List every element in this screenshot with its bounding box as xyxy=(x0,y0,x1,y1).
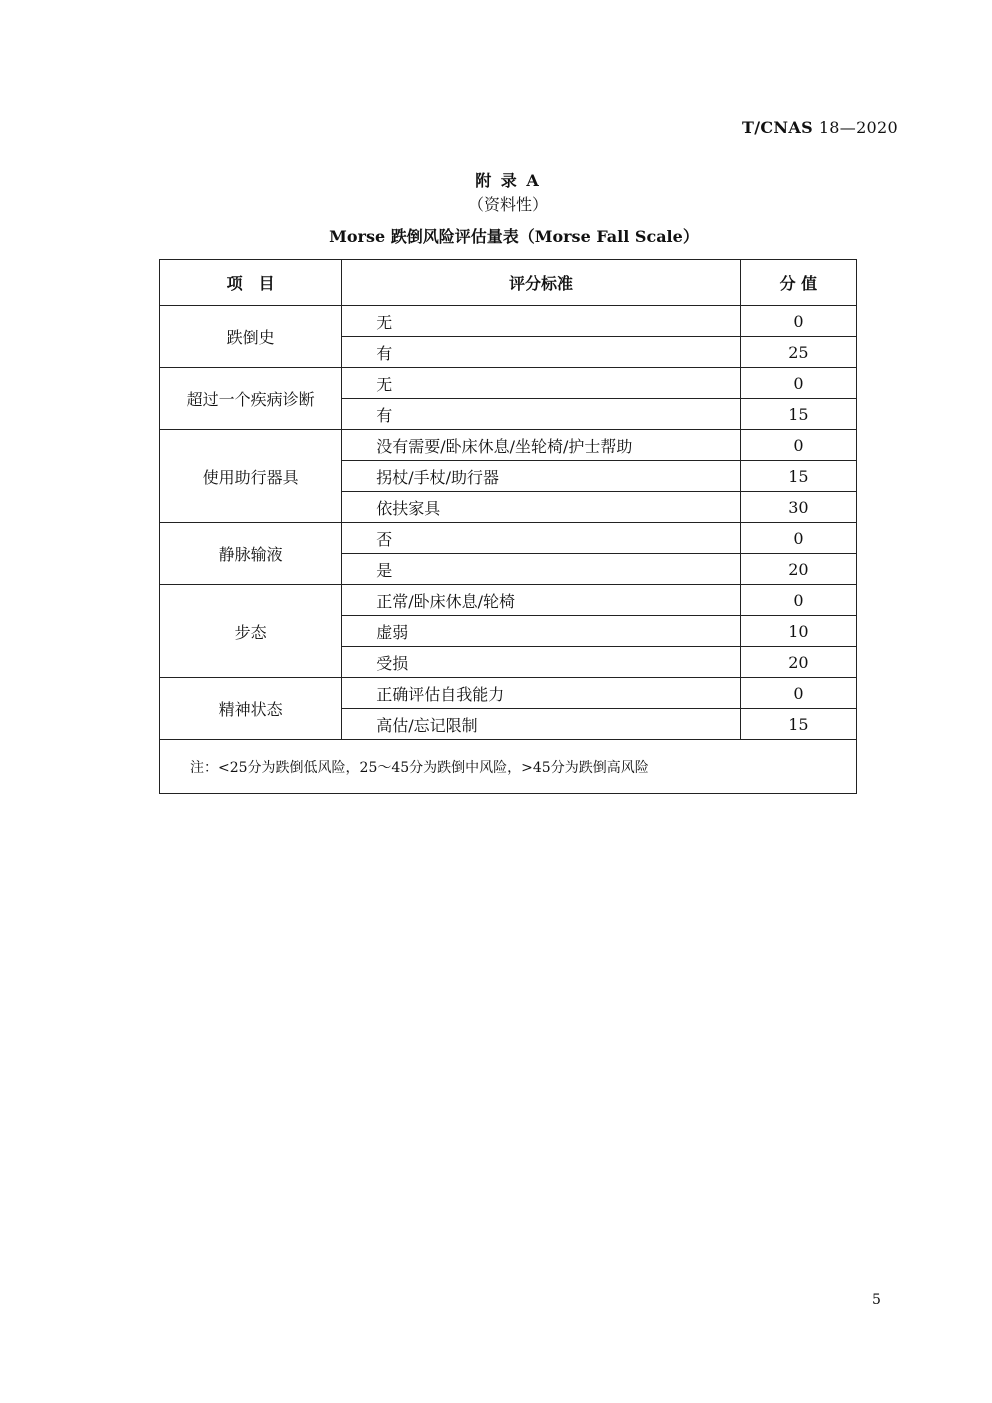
score-cell: 20 xyxy=(740,647,856,678)
standard-code xyxy=(742,118,898,137)
morse-fall-scale-table xyxy=(159,259,857,794)
score-cell: 0 xyxy=(740,306,856,337)
criteria-cell: 正确评估自我能力 xyxy=(342,678,741,709)
standard-code-prefix: T/CNAS xyxy=(742,118,813,137)
score-cell: 0 xyxy=(740,523,856,554)
standard-code-number: 18—2020 xyxy=(818,118,898,137)
table-row xyxy=(160,678,857,709)
criteria-cell: 拐杖/手杖/助行器 xyxy=(342,461,741,492)
item-cell: 使用助行器具 xyxy=(160,430,342,523)
score-cell: 0 xyxy=(740,678,856,709)
item-cell: 步态 xyxy=(160,585,342,678)
score-cell: 15 xyxy=(740,709,856,740)
score-cell: 30 xyxy=(740,492,856,523)
criteria-cell: 是 xyxy=(342,554,741,585)
page-number: 5 xyxy=(872,1292,881,1308)
criteria-cell: 受损 xyxy=(342,647,741,678)
criteria-cell: 高估/忘记限制 xyxy=(342,709,741,740)
score-cell: 0 xyxy=(740,585,856,616)
score-cell: 25 xyxy=(740,337,856,368)
table-row xyxy=(160,523,857,554)
score-cell: 0 xyxy=(740,368,856,399)
table-note: 注：<25分为跌倒低风险，25～45分为跌倒中风险，>45分为跌倒高风险 xyxy=(160,740,857,794)
criteria-cell: 没有需要/卧床休息/坐轮椅/护士帮助 xyxy=(342,430,741,461)
item-cell: 超过一个疾病诊断 xyxy=(160,368,342,430)
appendix-title: 附 录 A xyxy=(475,171,541,190)
criteria-cell: 无 xyxy=(342,306,741,337)
table-header-row xyxy=(160,260,857,306)
header-item: 项 目 xyxy=(160,260,342,306)
item-cell: 精神状态 xyxy=(160,678,342,740)
table-note-row xyxy=(160,740,857,794)
appendix-nature: （资料性） xyxy=(467,195,548,214)
header-score: 分 值 xyxy=(740,260,856,306)
score-cell: 15 xyxy=(740,399,856,430)
table-title: Morse 跌倒风险评估量表（Morse Fall Scale） xyxy=(329,227,699,246)
criteria-cell: 有 xyxy=(342,337,741,368)
criteria-cell: 无 xyxy=(342,368,741,399)
table-row xyxy=(160,430,857,461)
score-cell: 15 xyxy=(740,461,856,492)
criteria-cell: 正常/卧床休息/轮椅 xyxy=(342,585,741,616)
score-cell: 20 xyxy=(740,554,856,585)
score-cell: 10 xyxy=(740,616,856,647)
table-row xyxy=(160,368,857,399)
criteria-cell: 虚弱 xyxy=(342,616,741,647)
table-row xyxy=(160,306,857,337)
criteria-cell: 依扶家具 xyxy=(342,492,741,523)
item-cell: 静脉输液 xyxy=(160,523,342,585)
criteria-cell: 否 xyxy=(342,523,741,554)
header-criteria: 评分标准 xyxy=(342,260,741,306)
item-cell: 跌倒史 xyxy=(160,306,342,368)
score-cell: 0 xyxy=(740,430,856,461)
criteria-cell: 有 xyxy=(342,399,741,430)
table-row xyxy=(160,585,857,616)
